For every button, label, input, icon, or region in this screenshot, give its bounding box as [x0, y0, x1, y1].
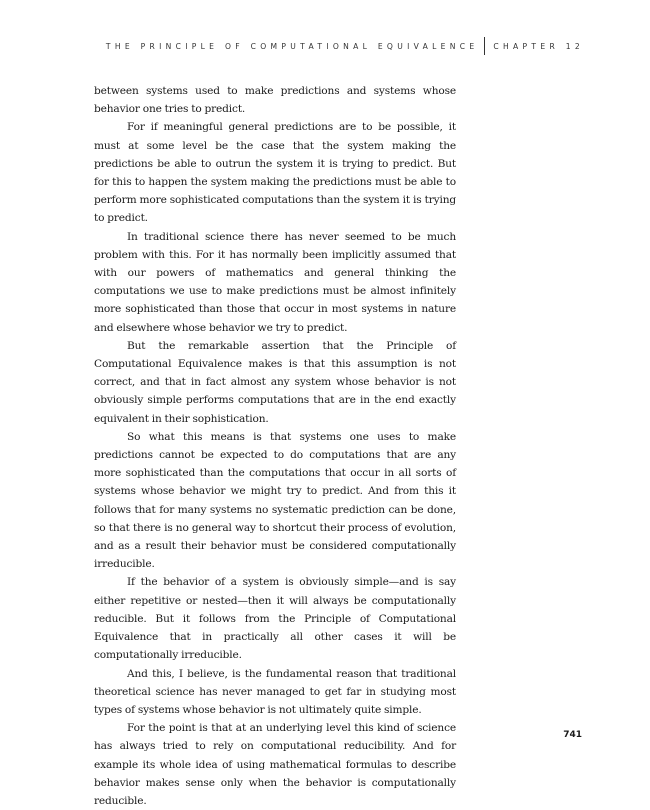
- paragraph: For if meaningful general predictions are to be possible, it must at some level be the case that the system making the predictions be able to outrun the system it is trying to predict. But for this to happen the system making the predictions must be able to perform more sophisticated computations than the system it is trying to predict.: [94, 121, 456, 225]
- body-text: [94, 82, 456, 810]
- paragraph: For the point is that at an underlying level this kind of science has always tried to rely on computational reducibility. And for example its whole idea of using mathematical formulas to describe behavior makes sense only when the behavior is computationally reducible.: [94, 722, 456, 807]
- paragraph: between systems used to make predictions and systems whose behavior one tries to predict.: [94, 85, 456, 116]
- paragraph: If the behavior of a system is obviously simple—and is say either repetitive or nested—then it will always be computationally reducible. But it follows from the Principle of Computational Equivalence that in practically all other cases it will be computationally irreducible.: [94, 576, 456, 662]
- header-divider: [484, 37, 485, 55]
- page-number: 741: [563, 730, 582, 740]
- paragraph: But the remarkable assertion that the Principle of Computational Equivalence makes is that this assumption is not correct, and that in fact almost any system whose behavior is not obviously simple performs computations that are in the end exactly equivalent in their sophistication.: [94, 339, 456, 425]
- paragraph: And this, I believe, is the fundamental reason that traditional theoretical science has never managed to get far in studying most types of systems whose behavior is not ultimately quite simple.: [94, 667, 456, 716]
- paragraph: In traditional science there has never seemed to be much problem with this. For it has normally been implicitly assumed that with our powers of mathematics and general thinking the computations we use to make predictions must be almost infinitely more sophisticated than those that occur in most systems in nature and elsewhere whose behavior we try to predict.: [94, 230, 456, 334]
- book-section-title: THE PRINCIPLE OF COMPUTATIONAL EQUIVALENCE: [105, 41, 479, 51]
- running-header: [106, 37, 584, 55]
- paragraph: So what this means is that systems one uses to make predictions cannot be expected to do computations that are any more sophisticated than the computations that occur in all sorts of systems whose behavior we might try to predict. And from this it follows that for many systems no systematic prediction can be done, so that there is no general way to shortcut their process of evolution, and as a result their behavior must be considered computationally irreducible.: [94, 430, 456, 571]
- chapter-label: CHAPTER 12: [493, 41, 584, 51]
